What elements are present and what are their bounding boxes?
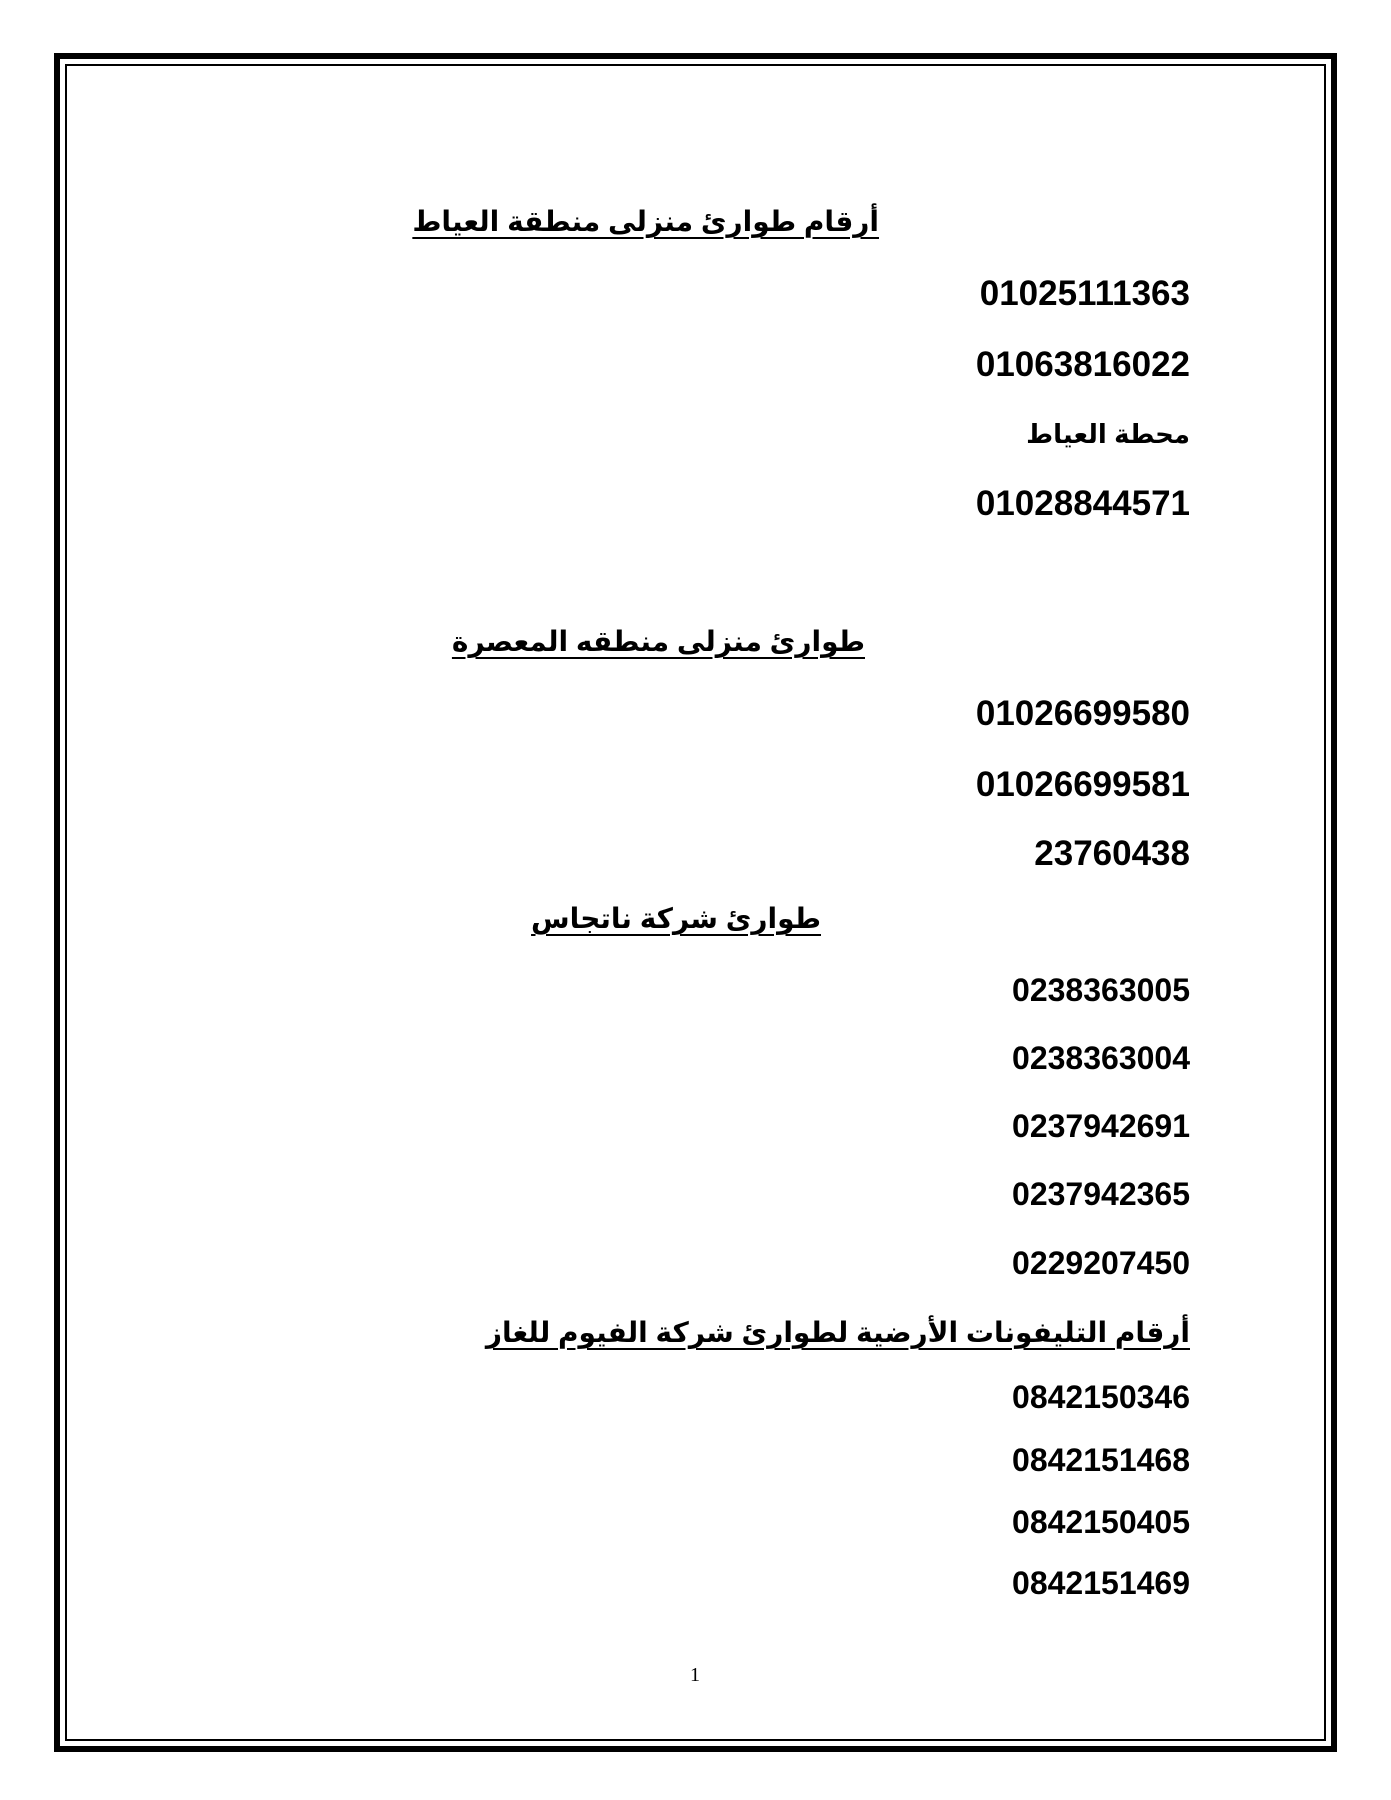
station-label: محطة العياط	[1026, 419, 1190, 449]
section-heading-fayoum-gas: أرقام التليفونات الأرضية لطوارئ شركة الفيوم للغاز	[485, 1317, 1190, 1348]
phone-number: 0842150346	[1012, 1379, 1190, 1415]
phone-number: 0842151469	[1012, 1565, 1190, 1601]
phone-number: 0238363004	[1012, 1040, 1190, 1076]
phone-number: 0237942691	[1012, 1108, 1190, 1144]
page-number: 1	[690, 1664, 700, 1686]
phone-number: 01063816022	[975, 345, 1190, 384]
phone-number: 23760438	[1034, 834, 1190, 873]
phone-number: 01026699580	[975, 694, 1190, 733]
section-heading-ayat: أرقام طوارئ منزلى منطقة العياط	[412, 206, 879, 237]
phone-number: 0229207450	[1012, 1245, 1190, 1281]
phone-number: 0238363005	[1012, 972, 1190, 1008]
section-heading-natgas: طوارئ شركة ناتجاس	[531, 903, 821, 934]
phone-number: 0842150405	[1012, 1504, 1190, 1540]
phone-number: 0842151468	[1012, 1442, 1190, 1478]
phone-number: 0237942365	[1012, 1176, 1190, 1212]
phone-number: 01028844571	[975, 484, 1190, 523]
phone-number: 01025111363	[979, 274, 1190, 313]
section-heading-maasara: طوارئ منزلى منطقه المعصرة	[451, 626, 865, 657]
phone-number: 01026699581	[975, 765, 1190, 804]
